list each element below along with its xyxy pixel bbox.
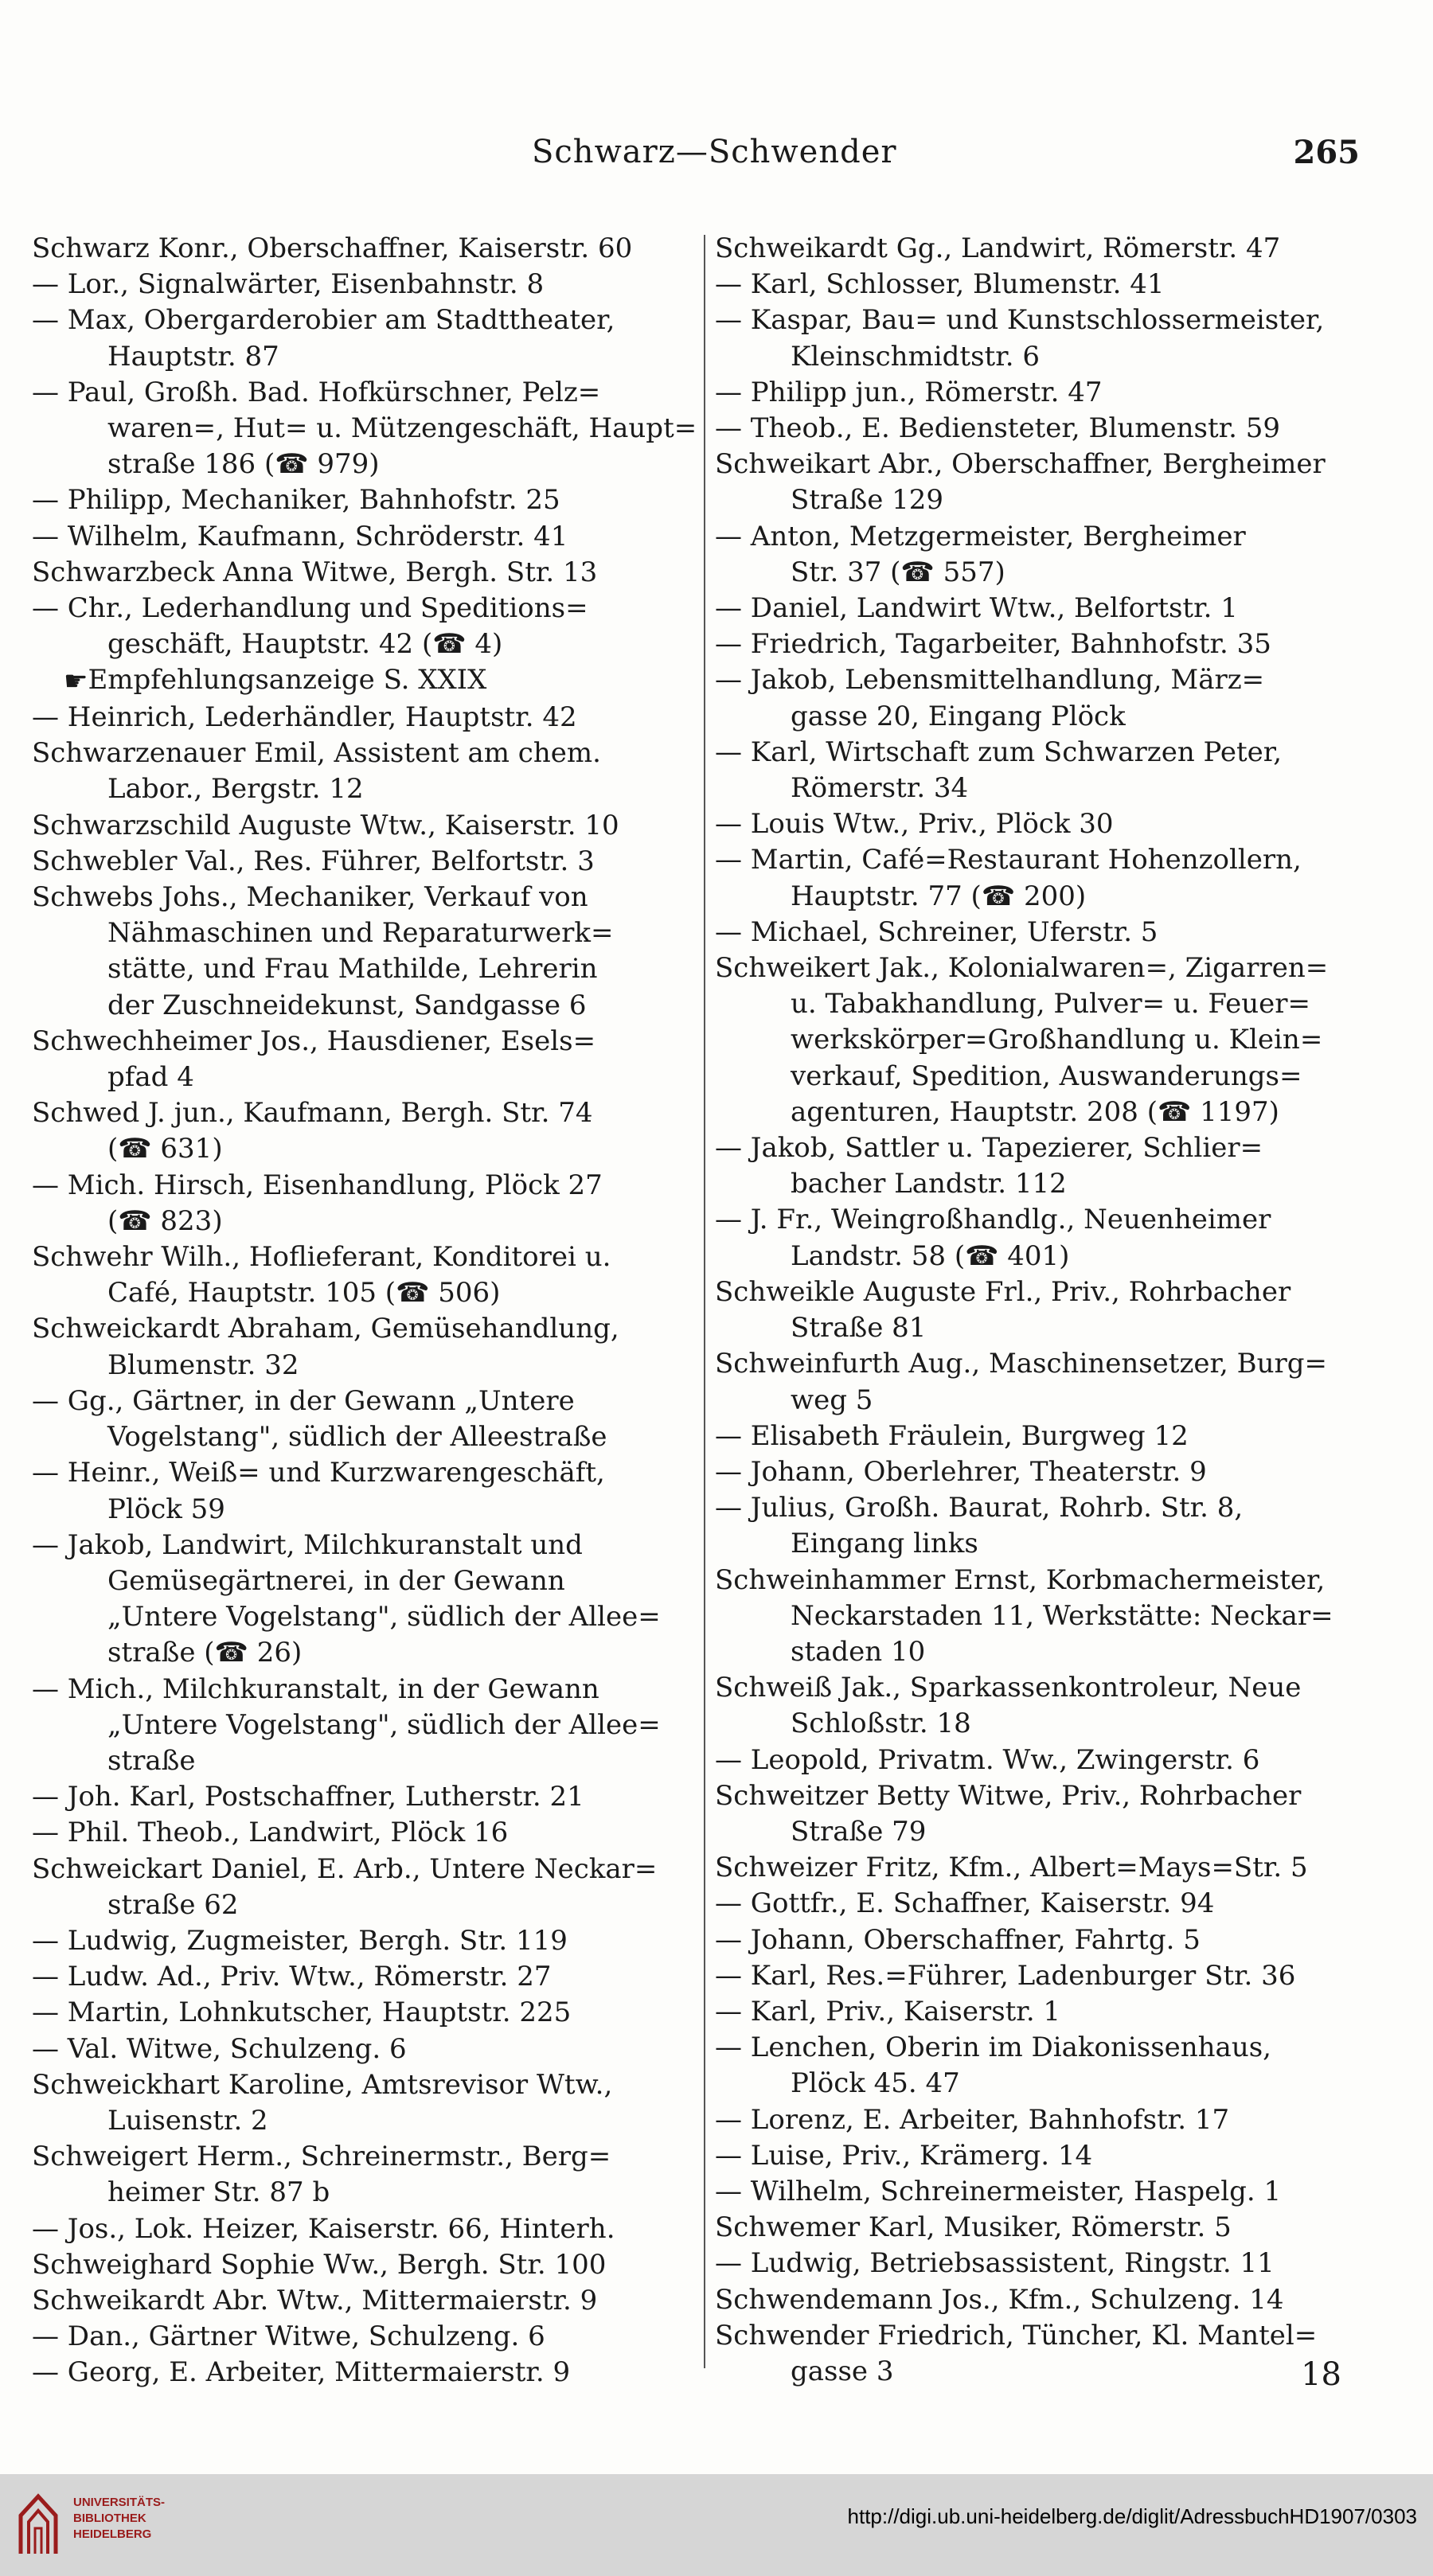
- directory-entry: [32, 482, 697, 518]
- entry-line: — Georg, E. Arbeiter, Mittermaierstr. 9: [32, 2356, 571, 2389]
- entry-line: — Chr., Lederhandlung und Speditions=: [32, 592, 588, 625]
- directory-entry: [32, 1852, 697, 1923]
- entry-continuation-line: Eingang links: [791, 1528, 978, 1560]
- directory-entry: [715, 1994, 1392, 2030]
- entry-line: Schweikle Auguste Frl., Priv., Rohrbacher: [715, 1275, 1291, 1308]
- directory-entry: [715, 1419, 1392, 1454]
- directory-entry: [32, 1528, 697, 1672]
- source-url-link[interactable]: http://digi.ub.uni-heidelberg.de/diglit/AdressbuchHD1907/0303: [847, 2504, 1417, 2528]
- directory-entry: [32, 808, 697, 844]
- directory-entry: [715, 447, 1392, 518]
- entry-line: — Friedrich, Tagarbeiter, Bahnhofstr. 35: [715, 628, 1271, 661]
- directory-entry: [32, 2247, 697, 2283]
- entry-line: Schweinhammer Ernst, Korbmachermeister,: [715, 1563, 1326, 1596]
- entry-line: — Mich. Hirsch, Eisenhandlung, Plöck 27: [32, 1169, 603, 1201]
- directory-entry: [715, 1130, 1392, 1202]
- entry-line: — Jos., Lok. Heizer, Kaiserstr. 66, Hinterh.: [32, 2212, 615, 2245]
- directory-entry: [32, 1239, 697, 1311]
- directory-entry: [715, 2282, 1392, 2318]
- directory-entry: [715, 842, 1392, 914]
- directory-entry: [32, 1455, 697, 1527]
- directory-entry: [32, 302, 697, 374]
- entry-line: Schweinfurth Aug., Maschinensetzer, Burg=: [715, 1348, 1328, 1380]
- entry-line: Schwender Friedrich, Tüncher, Kl. Mantel=: [715, 2319, 1318, 2352]
- directory-entry: [715, 2102, 1392, 2138]
- entry-continuation-line: Schloßstr. 18: [791, 1708, 971, 1740]
- entry-continuation-line: Landstr. 58 (☎ 401): [791, 1239, 1070, 1272]
- entry-continuation-line: straße 186 (☎ 979): [107, 448, 380, 481]
- entry-line: Schwebs Johs., Mechaniker, Verkauf von: [32, 881, 588, 914]
- entry-line: — Ludwig, Betriebsassistent, Ringstr. 11: [715, 2247, 1275, 2280]
- entry-continuation-line: „Untere Vogelstang", südlich der Allee=: [107, 1601, 661, 1633]
- directory-entry: [32, 2211, 697, 2247]
- entry-continuation-line: Straße 81: [791, 1312, 927, 1345]
- entry-line: Schwarzschild Auguste Wtw., Kaiserstr. 10: [32, 809, 619, 841]
- entry-continuation-line: Luisenstr. 2: [107, 2104, 268, 2137]
- entry-line: — Elisabeth Fräulein, Burgweg 12: [715, 1419, 1189, 1452]
- entry-line: — Mich., Milchkuranstalt, in der Gewann: [32, 1672, 599, 1705]
- entry-line: — Ludw. Ad., Priv. Wtw., Römerstr. 27: [32, 1961, 552, 1993]
- entry-line: Schwendemann Jos., Kfm., Schulzeng. 14: [715, 2283, 1284, 2316]
- directory-entry: [715, 302, 1392, 374]
- directory-entry: [32, 231, 697, 267]
- directory-entry: [715, 1454, 1392, 1490]
- entry-line: — Daniel, Landwirt Wtw., Belfortstr. 1: [715, 592, 1238, 625]
- directory-entry: [715, 2030, 1392, 2102]
- entry-continuation-line: Nähmaschinen und Reparaturwerk=: [107, 917, 614, 950]
- entry-line: — Kaspar, Bau= und Kunstschlossermeister,: [715, 304, 1325, 337]
- directory-entry: [715, 2174, 1392, 2210]
- entry-line: Schweitzer Betty Witwe, Priv., Rohrbacher: [715, 1779, 1302, 1812]
- entry-continuation-line: Plöck 59: [107, 1493, 225, 1525]
- entry-line: — Luise, Priv., Krämerg. 14: [715, 2139, 1093, 2172]
- entry-continuation-line: gasse 3: [791, 2355, 894, 2387]
- entry-continuation-line: Blumenstr. 32: [107, 1348, 299, 1381]
- directory-entry: [32, 1815, 697, 1851]
- entry-continuation-line: (☎ 823): [107, 1204, 223, 1237]
- entry-line: — Wilhelm, Schreinermeister, Haspelg. 1: [715, 2175, 1282, 2207]
- entry-line: — Karl, Wirtschaft zum Schwarzen Peter,: [715, 736, 1283, 768]
- entry-line: — Joh. Karl, Postschaffner, Lutherstr. 21: [32, 1781, 584, 1813]
- entry-continuation-line: agenturen, Hauptstr. 208 (☎ 1197): [791, 1095, 1279, 1128]
- directory-entry: [715, 1490, 1392, 1562]
- entry-line: Schwebler Val., Res. Führer, Belfortstr. 3: [32, 845, 595, 877]
- directory-entry: [32, 2355, 697, 2391]
- entry-continuation-line: stätte, und Frau Mathilde, Lehrerin: [107, 953, 598, 986]
- entry-line: Schweikert Jak., Kolonialwaren=, Zigarren=: [715, 952, 1329, 985]
- entry-line: — Lenchen, Oberin im Diakonissenhaus,: [715, 2032, 1271, 2064]
- entry-line: — Gg., Gärtner, in der Gewann „Untere: [32, 1384, 575, 1417]
- entry-continuation-line: gasse 20, Eingang Plöck: [791, 700, 1126, 732]
- entry-line: — Ludwig, Zugmeister, Bergh. Str. 119: [32, 1924, 568, 1957]
- entry-line: Schweighard Sophie Ww., Bergh. Str. 100: [32, 2248, 607, 2281]
- directory-entry: [32, 1311, 697, 1383]
- entry-line: — Philipp jun., Römerstr. 47: [715, 376, 1103, 408]
- entry-continuation-line: Hauptstr. 77 (☎ 200): [791, 880, 1087, 912]
- directory-entry: [715, 626, 1392, 662]
- entry-continuation-line: Neckarstaden 11, Werkstätte: Neckar=: [791, 1599, 1333, 1632]
- directory-entry: [32, 844, 697, 880]
- library-name-line: UNIVERSITÄTS-: [73, 2496, 166, 2509]
- entry-continuation-line: Gemüsegärtnerei, in der Gewann: [107, 1564, 565, 1597]
- directory-entry: [32, 2283, 697, 2319]
- entry-continuation-line: straße (☎ 26): [107, 1637, 303, 1669]
- library-footer-bar: [0, 2474, 1433, 2576]
- directory-entry: [32, 375, 697, 483]
- entry-line: — Leopold, Privatm. Ww., Zwingerstr. 6: [715, 1743, 1260, 1776]
- directory-entry: [715, 267, 1392, 302]
- entry-line: ☛Empfehlungsanzeige S. XXIX: [32, 662, 697, 700]
- entry-line: Schweigert Herm., Schreinermstr., Berg=: [32, 2141, 611, 2173]
- entry-line: Schwechheimer Jos., Hausdiener, Esels=: [32, 1025, 596, 1057]
- entry-line: Schwehr Wilh., Hoflieferant, Konditorei u.: [32, 1241, 611, 1274]
- directory-entry: [715, 662, 1392, 734]
- entry-line: Schweikardt Abr. Wtw., Mittermaierstr. 9: [32, 2284, 598, 2316]
- entry-line: Schweizer Fritz, Kfm., Albert=Mays=Str. 5: [715, 1852, 1308, 1884]
- entry-line: — Phil. Theob., Landwirt, Plöck 16: [32, 1817, 509, 1849]
- entry-line: Schweikart Abr., Oberschaffner, Bergheimer: [715, 448, 1326, 481]
- directory-entry: [715, 1743, 1392, 1778]
- entry-line: — Karl, Priv., Kaiserstr. 1: [715, 1995, 1061, 2028]
- entry-continuation-line: Plöck 45. 47: [791, 2067, 960, 2100]
- directory-entry: [715, 1778, 1392, 1850]
- entry-line: — Karl, Schlosser, Blumenstr. 41: [715, 268, 1165, 301]
- directory-entry: [715, 806, 1392, 842]
- directory-entry: [715, 2318, 1392, 2390]
- directory-entry: [32, 1995, 697, 2031]
- entry-line: — Heinr., Weiß= und Kurzwarengeschäft,: [32, 1457, 605, 1489]
- directory-entry: [715, 375, 1392, 411]
- directory-entry: [32, 736, 697, 807]
- directory-entry: [715, 950, 1392, 1130]
- entry-line: — Lorenz, E. Arbeiter, Bahnhofstr. 17: [715, 2103, 1230, 2136]
- entry-line: — Martin, Lohnkutscher, Hauptstr. 225: [32, 1996, 572, 2029]
- entry-line: — Lor., Signalwärter, Eisenbahnstr. 8: [32, 268, 545, 301]
- pointing-hand-icon: ☛: [64, 665, 88, 697]
- entry-line: — Gottfr., E. Schaffner, Kaiserstr. 94: [715, 1887, 1215, 1920]
- entry-continuation-line: Vogelstang", südlich der Alleestraße: [107, 1421, 607, 1454]
- directory-entry: [32, 1779, 697, 1815]
- directory-entry: [32, 591, 697, 662]
- entry-continuation-line: Str. 37 (☎ 557): [791, 556, 1005, 588]
- entry-line: Schweiß Jak., Sparkassenkontroleur, Neue: [715, 1672, 1302, 1704]
- entry-continuation-line: der Zuschneidekunst, Sandgasse 6: [107, 989, 587, 1021]
- directory-entry: [715, 231, 1392, 267]
- entry-continuation-line: bacher Landstr. 112: [791, 1168, 1067, 1200]
- entry-line: — Jakob, Lebensmittelhandlung, März=: [715, 664, 1265, 697]
- directory-entry: [715, 2246, 1392, 2281]
- directory-entry: [715, 915, 1392, 950]
- entry-continuation-line: werkskörper=Großhandlung u. Klein=: [791, 1024, 1323, 1056]
- directory-entry: [32, 519, 697, 555]
- university-library-logo-icon: [14, 2492, 62, 2558]
- entry-line: Schwed J. jun., Kaufmann, Bergh. Str. 74: [32, 1097, 593, 1130]
- directory-entry: [715, 1850, 1392, 1886]
- right-column: [715, 231, 1392, 2390]
- page-number: 265: [1293, 134, 1360, 171]
- entry-continuation-line: Straße 79: [791, 1815, 927, 1848]
- directory-entry: [32, 1672, 697, 1780]
- entry-continuation-line: heimer Str. 87 b: [107, 2176, 330, 2209]
- entry-line: — Martin, Café=Restaurant Hohenzollern,: [715, 844, 1302, 876]
- entry-line: — Philipp, Mechaniker, Bahnhofstr. 25: [32, 484, 560, 517]
- directory-entry: [715, 1886, 1392, 1922]
- directory-entry: [32, 2067, 697, 2139]
- entry-continuation-line: u. Tabakhandlung, Pulver= u. Feuer=: [791, 988, 1310, 1021]
- entry-line: — Johann, Oberlehrer, Theaterstr. 9: [715, 1455, 1207, 1488]
- directory-entry: [715, 1922, 1392, 1958]
- entry-continuation-line: Labor., Bergstr. 12: [107, 773, 364, 806]
- directory-entry: [715, 2210, 1392, 2246]
- library-name-line: BIBLIOTHEK: [73, 2512, 146, 2525]
- directory-entry: [715, 1202, 1392, 1274]
- directory-entry: [715, 735, 1392, 806]
- entry-continuation-line: geschäft, Hauptstr. 42 (☎ 4): [107, 628, 503, 661]
- entry-line: — Paul, Großh. Bad. Hofkürschner, Pelz=: [32, 376, 601, 408]
- entry-continuation-line: Römerstr. 34: [791, 772, 969, 805]
- entry-line: — Val. Witwe, Schulzeng. 6: [32, 2032, 407, 2065]
- directory-entry: [32, 555, 697, 591]
- entry-continuation-line: waren=, Hut= u. Mützengeschäft, Haupt=: [107, 412, 697, 445]
- entry-continuation-line: Café, Hauptstr. 105 (☎ 506): [107, 1277, 501, 1309]
- entry-line: — J. Fr., Weingroßhandlg., Neuenheimer: [715, 1204, 1271, 1236]
- directory-entry: [715, 411, 1392, 447]
- entry-line: Schwarzbeck Anna Witwe, Bergh. Str. 13: [32, 556, 598, 588]
- entry-continuation-line: pfad 4: [107, 1061, 194, 1094]
- column-divider: [704, 235, 705, 2368]
- entry-continuation-line: Straße 129: [791, 484, 944, 517]
- entry-continuation-line: „Untere Vogelstang", südlich der Allee=: [107, 1708, 661, 1741]
- left-column: [32, 231, 697, 2391]
- sheet-number: 18: [1301, 2356, 1341, 2393]
- entry-continuation-line: weg 5: [791, 1384, 873, 1416]
- directory-entry: [715, 1346, 1392, 1418]
- directory-entry: [715, 591, 1392, 626]
- entry-line: — Michael, Schreiner, Uferstr. 5: [715, 915, 1158, 948]
- directory-entry: [715, 1670, 1392, 1742]
- entry-continuation-line: verkauf, Spedition, Auswanderungs=: [791, 1060, 1302, 1092]
- entry-line: — Karl, Res.=Führer, Ladenburger Str. 36: [715, 1959, 1296, 1992]
- directory-entry: [715, 2138, 1392, 2174]
- directory-entry: [32, 1168, 697, 1239]
- directory-entry: [715, 1563, 1392, 1671]
- directory-entry: [32, 700, 697, 736]
- entry-line: Schweickart Daniel, E. Arb., Untere Neckar=: [32, 1852, 658, 1885]
- directory-entry: [715, 519, 1392, 591]
- directory-entry: [32, 1923, 697, 1959]
- entry-line: Schweickardt Abraham, Gemüsehandlung,: [32, 1313, 619, 1345]
- entry-continuation-line: staden 10: [791, 1635, 926, 1668]
- directory-entry: [715, 1958, 1392, 1994]
- entry-line: — Jakob, Landwirt, Milchkuranstalt und: [32, 1528, 583, 1561]
- entry-line: — Jakob, Sattler u. Tapezierer, Schlier=: [715, 1132, 1263, 1165]
- directory-entry: [32, 267, 697, 302]
- directory-entry: [32, 1959, 697, 1995]
- entry-line: Schwarz Konr., Oberschaffner, Kaiserstr. 60: [32, 232, 633, 264]
- directory-entry: [32, 2139, 697, 2211]
- entry-line: — Theob., E. Bediensteter, Blumenstr. 59: [715, 412, 1281, 445]
- entry-continuation-line: straße 62: [107, 1888, 239, 1921]
- directory-entry: [32, 1384, 697, 1455]
- directory-entry: [32, 1024, 697, 1095]
- entry-line: — Wilhelm, Kaufmann, Schröderstr. 41: [32, 520, 568, 552]
- running-title: Schwarz—Schwender: [532, 134, 897, 170]
- directory-entry: [32, 2319, 697, 2355]
- entry-line: Schwarzenauer Emil, Assistent am chem.: [32, 737, 601, 770]
- directory-entry: [715, 1274, 1392, 1346]
- entry-line: — Louis Wtw., Priv., Plöck 30: [715, 808, 1114, 841]
- directory-entry: [32, 662, 697, 700]
- entry-line: — Julius, Großh. Baurat, Rohrb. Str. 8,: [715, 1492, 1244, 1524]
- page-header: [0, 134, 1433, 181]
- entry-line: Schweickhart Karoline, Amtsrevisor Wtw.,: [32, 2068, 613, 2101]
- entry-line: — Dan., Gärtner Witwe, Schulzeng. 6: [32, 2320, 545, 2353]
- library-name: [73, 2495, 165, 2543]
- entry-line: Schwemer Karl, Musiker, Römerstr. 5: [715, 2211, 1232, 2244]
- entry-line: — Max, Obergarderobier am Stadttheater,: [32, 304, 615, 337]
- entry-continuation-line: Hauptstr. 87: [107, 340, 279, 373]
- directory-entry: [32, 880, 697, 1024]
- entry-continuation-line: straße: [107, 1744, 196, 1777]
- entry-continuation-line: Kleinschmidtstr. 6: [791, 340, 1040, 373]
- entry-line: Schweikardt Gg., Landwirt, Römerstr. 47: [715, 232, 1281, 264]
- entry-line: — Johann, Oberschaffner, Fahrtg. 5: [715, 1923, 1201, 1956]
- entry-continuation-line: (☎ 631): [107, 1133, 223, 1165]
- entry-line: — Anton, Metzgermeister, Bergheimer: [715, 520, 1246, 552]
- entry-line: — Heinrich, Lederhändler, Hauptstr. 42: [32, 701, 577, 734]
- library-name-line: HEIDELBERG: [73, 2527, 152, 2541]
- directory-entry: [32, 1095, 697, 1167]
- directory-entry: [32, 2032, 697, 2067]
